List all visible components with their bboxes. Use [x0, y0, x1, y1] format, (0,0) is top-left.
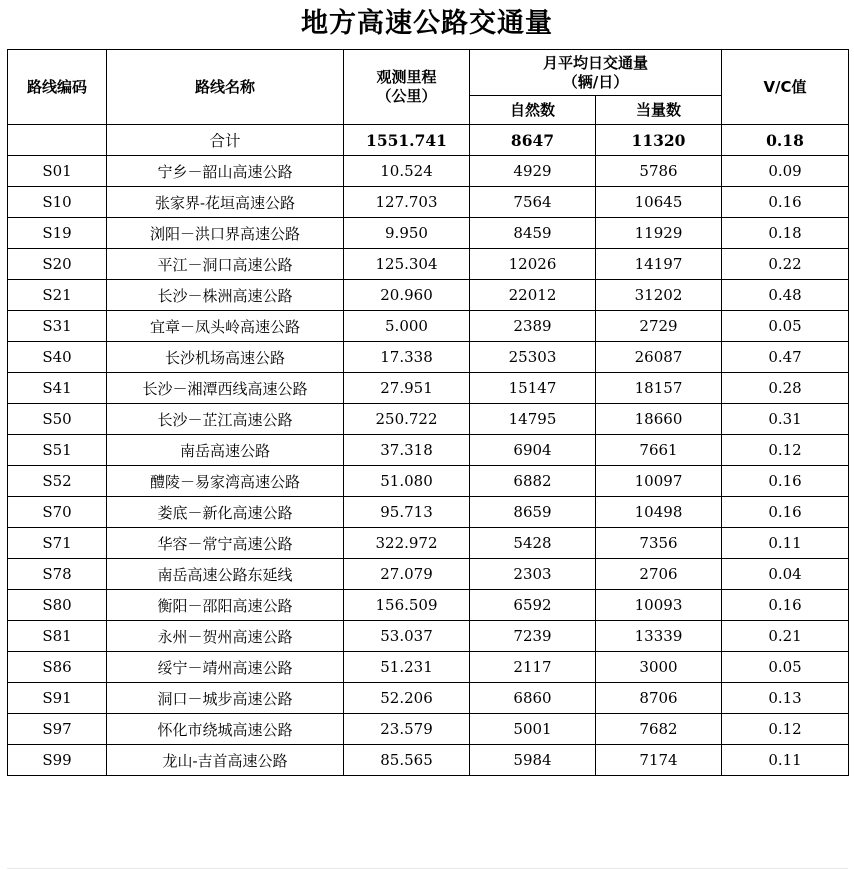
route-name-cell: 怀化市绕城高速公路 [107, 714, 344, 745]
route-code-cell: S81 [8, 621, 107, 652]
equivalent-count-cell: 3000 [596, 652, 722, 683]
route-name-cell: 张家界-花垣高速公路 [107, 187, 344, 218]
route-code-cell: S80 [8, 590, 107, 621]
header-route-name: 路线名称 [107, 50, 344, 125]
route-name-cell: 宜章－凤头岭高速公路 [107, 311, 344, 342]
natural-count-cell: 25303 [470, 342, 596, 373]
route-code-cell: S99 [8, 745, 107, 776]
natural-count-cell: 15147 [470, 373, 596, 404]
natural-count-cell: 2303 [470, 559, 596, 590]
total-equivalent: 11320 [596, 125, 722, 156]
route-code-cell: S41 [8, 373, 107, 404]
page-bottom-border [7, 868, 848, 869]
natural-count-cell: 4929 [470, 156, 596, 187]
vc-ratio-cell: 0.12 [722, 714, 849, 745]
mileage-cell: 125.304 [344, 249, 470, 280]
route-code-cell: S91 [8, 683, 107, 714]
equivalent-count-cell: 31202 [596, 280, 722, 311]
route-name-cell: 永州－贺州高速公路 [107, 621, 344, 652]
vc-ratio-cell: 0.16 [722, 187, 849, 218]
mileage-cell: 322.972 [344, 528, 470, 559]
vc-ratio-cell: 0.13 [722, 683, 849, 714]
vc-ratio-cell: 0.05 [722, 652, 849, 683]
route-name-cell: 娄底－新化高速公路 [107, 497, 344, 528]
header-equivalent-count: 当量数 [596, 96, 722, 125]
natural-count-cell: 22012 [470, 280, 596, 311]
route-name-cell: 龙山-吉首高速公路 [107, 745, 344, 776]
table-row [8, 497, 849, 528]
mileage-cell: 127.703 [344, 187, 470, 218]
table-row [8, 435, 849, 466]
table-row [8, 714, 849, 745]
route-code-cell: S70 [8, 497, 107, 528]
table-row [8, 280, 849, 311]
equivalent-count-cell: 10498 [596, 497, 722, 528]
mileage-cell: 23.579 [344, 714, 470, 745]
route-name-cell: 长沙－株洲高速公路 [107, 280, 344, 311]
table-row [8, 621, 849, 652]
natural-count-cell: 7239 [470, 621, 596, 652]
mileage-cell: 20.960 [344, 280, 470, 311]
equivalent-count-cell: 10093 [596, 590, 722, 621]
natural-count-cell: 2117 [470, 652, 596, 683]
route-name-cell: 衡阳－邵阳高速公路 [107, 590, 344, 621]
table-row [8, 373, 849, 404]
equivalent-count-cell: 11929 [596, 218, 722, 249]
route-name-cell: 绥宁－靖州高速公路 [107, 652, 344, 683]
natural-count-cell: 6860 [470, 683, 596, 714]
vc-ratio-cell: 0.18 [722, 218, 849, 249]
natural-count-cell: 5984 [470, 745, 596, 776]
total-code-cell [8, 125, 107, 156]
natural-count-cell: 2389 [470, 311, 596, 342]
vc-ratio-cell: 0.11 [722, 528, 849, 559]
natural-count-cell: 8459 [470, 218, 596, 249]
route-code-cell: S52 [8, 466, 107, 497]
table-row [8, 466, 849, 497]
route-name-cell: 平江－洞口高速公路 [107, 249, 344, 280]
header-mileage: 观测里程 （公里） [344, 50, 470, 125]
route-code-cell: S10 [8, 187, 107, 218]
header-natural-count: 自然数 [470, 96, 596, 125]
mileage-cell: 51.080 [344, 466, 470, 497]
mileage-cell: 95.713 [344, 497, 470, 528]
natural-count-cell: 5001 [470, 714, 596, 745]
route-name-cell: 洞口－城步高速公路 [107, 683, 344, 714]
mileage-cell: 52.206 [344, 683, 470, 714]
equivalent-count-cell: 7356 [596, 528, 722, 559]
equivalent-count-cell: 7174 [596, 745, 722, 776]
route-code-cell: S86 [8, 652, 107, 683]
table-row [8, 156, 849, 187]
table-row [8, 187, 849, 218]
equivalent-count-cell: 26087 [596, 342, 722, 373]
mileage-cell: 27.951 [344, 373, 470, 404]
route-code-cell: S51 [8, 435, 107, 466]
route-code-cell: S40 [8, 342, 107, 373]
natural-count-cell: 6592 [470, 590, 596, 621]
table-row [8, 311, 849, 342]
traffic-table [7, 49, 849, 776]
table-row [8, 404, 849, 435]
mileage-cell: 37.318 [344, 435, 470, 466]
total-label: 合计 [107, 125, 344, 156]
table-body [8, 125, 849, 776]
equivalent-count-cell: 18157 [596, 373, 722, 404]
equivalent-count-cell: 7682 [596, 714, 722, 745]
equivalent-count-cell: 8706 [596, 683, 722, 714]
header-route-code: 路线编码 [8, 50, 107, 125]
route-name-cell: 南岳高速公路东延线 [107, 559, 344, 590]
equivalent-count-cell: 5786 [596, 156, 722, 187]
mileage-cell: 27.079 [344, 559, 470, 590]
table-row [8, 590, 849, 621]
natural-count-cell: 6904 [470, 435, 596, 466]
route-name-cell: 长沙－湘潭西线高速公路 [107, 373, 344, 404]
route-code-cell: S71 [8, 528, 107, 559]
table-row [8, 528, 849, 559]
total-natural: 8647 [470, 125, 596, 156]
equivalent-count-cell: 7661 [596, 435, 722, 466]
route-name-cell: 长沙－芷江高速公路 [107, 404, 344, 435]
mileage-cell: 156.509 [344, 590, 470, 621]
table-row [8, 652, 849, 683]
table-row [8, 218, 849, 249]
vc-ratio-cell: 0.16 [722, 497, 849, 528]
header-monthly-average: 月平均日交通量 （辆/日） [470, 50, 722, 96]
vc-ratio-cell: 0.22 [722, 249, 849, 280]
route-name-cell: 醴陵－易家湾高速公路 [107, 466, 344, 497]
route-code-cell: S20 [8, 249, 107, 280]
total-row [8, 125, 849, 156]
mileage-cell: 10.524 [344, 156, 470, 187]
vc-ratio-cell: 0.16 [722, 590, 849, 621]
natural-count-cell: 8659 [470, 497, 596, 528]
mileage-cell: 5.000 [344, 311, 470, 342]
table-row [8, 559, 849, 590]
route-name-cell: 宁乡－韶山高速公路 [107, 156, 344, 187]
mileage-cell: 51.231 [344, 652, 470, 683]
vc-ratio-cell: 0.12 [722, 435, 849, 466]
route-code-cell: S01 [8, 156, 107, 187]
mileage-cell: 85.565 [344, 745, 470, 776]
equivalent-count-cell: 2729 [596, 311, 722, 342]
route-name-cell: 长沙机场高速公路 [107, 342, 344, 373]
vc-ratio-cell: 0.09 [722, 156, 849, 187]
natural-count-cell: 12026 [470, 249, 596, 280]
equivalent-count-cell: 13339 [596, 621, 722, 652]
equivalent-count-cell: 10097 [596, 466, 722, 497]
table-row [8, 249, 849, 280]
vc-ratio-cell: 0.21 [722, 621, 849, 652]
vc-ratio-cell: 0.31 [722, 404, 849, 435]
mileage-cell: 250.722 [344, 404, 470, 435]
vc-ratio-cell: 0.48 [722, 280, 849, 311]
route-code-cell: S21 [8, 280, 107, 311]
equivalent-count-cell: 18660 [596, 404, 722, 435]
total-mileage: 1551.741 [344, 125, 470, 156]
mileage-cell: 17.338 [344, 342, 470, 373]
route-code-cell: S31 [8, 311, 107, 342]
mileage-cell: 9.950 [344, 218, 470, 249]
vc-ratio-cell: 0.16 [722, 466, 849, 497]
mileage-cell: 53.037 [344, 621, 470, 652]
vc-ratio-cell: 0.05 [722, 311, 849, 342]
route-code-cell: S50 [8, 404, 107, 435]
route-name-cell: 南岳高速公路 [107, 435, 344, 466]
route-code-cell: S97 [8, 714, 107, 745]
route-code-cell: S19 [8, 218, 107, 249]
table-row [8, 683, 849, 714]
equivalent-count-cell: 2706 [596, 559, 722, 590]
vc-ratio-cell: 0.47 [722, 342, 849, 373]
route-name-cell: 浏阳－洪口界高速公路 [107, 218, 344, 249]
page-title: 地方高速公路交通量 [301, 8, 553, 39]
route-name-cell: 华容－常宁高速公路 [107, 528, 344, 559]
vc-ratio-cell: 0.04 [722, 559, 849, 590]
vc-ratio-cell: 0.28 [722, 373, 849, 404]
natural-count-cell: 14795 [470, 404, 596, 435]
table-row [8, 745, 849, 776]
natural-count-cell: 7564 [470, 187, 596, 218]
route-code-cell: S78 [8, 559, 107, 590]
table-row [8, 342, 849, 373]
total-vc: 0.18 [722, 125, 849, 156]
equivalent-count-cell: 14197 [596, 249, 722, 280]
header-vc-ratio: V/C值 [722, 50, 849, 125]
equivalent-count-cell: 10645 [596, 187, 722, 218]
vc-ratio-cell: 0.11 [722, 745, 849, 776]
natural-count-cell: 6882 [470, 466, 596, 497]
natural-count-cell: 5428 [470, 528, 596, 559]
